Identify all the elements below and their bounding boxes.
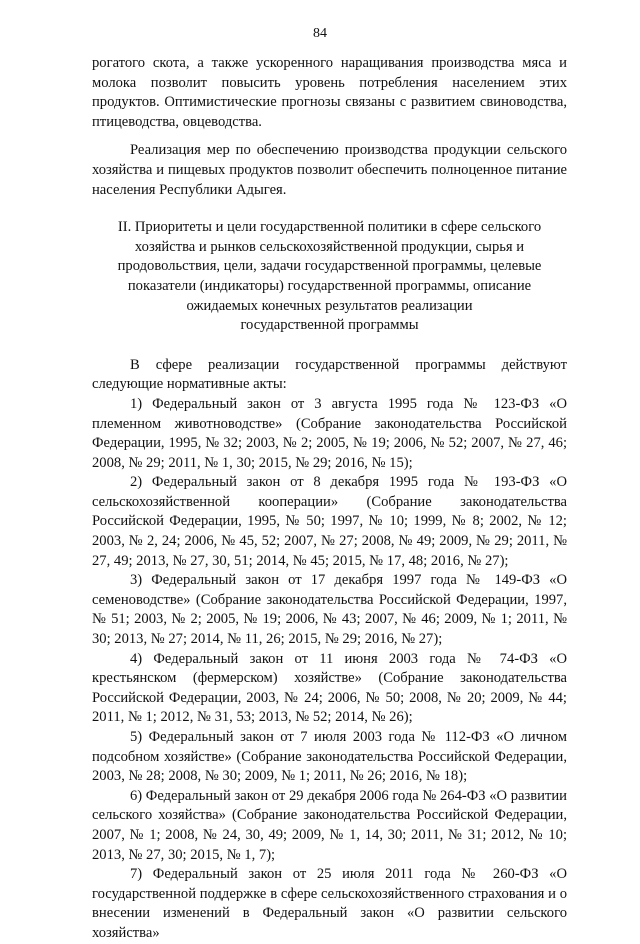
section-heading-line: II. Приоритеты и цели государственной политики в сфере сельского [117,219,542,236]
section-heading-line: хозяйства и рынков сельскохозяйственной продукции, сырья и [134,238,525,255]
list-item: 5) Федеральный закон от 7 июля 2003 года № 112-ФЗ «О личном подсобном хозяйстве» (Собрание законодательства Российской Федерации, 2003, № 28; 2008, № 30; 2009, № 1; 2011, № 26; 2016, № 18); [92,729,567,785]
list-item: 6) Федеральный закон от 29 декабря 2006 года № 264-ФЗ «О развитии сельского хозяйства» (Собрание законодательства Российской Федерации, 2007, № 1; 2008, № 24, 30, 49; 2009, № 1, 14, 30; 2011, № 31; 2012, № 10; 2013, № 27, 30; 2015, № 1, 7); [92,787,567,863]
list-item: 1) Федеральный закон от 3 августа 1995 года № 123-ФЗ «О племенном животноводстве» (Собрание законодательства Российской Федерации, 1995, № 32; 2003, № 2; 2005, № 19; 2006, № 52; 2007, № 27, 46; 2008, № 29; 2011, № 1, 30; 2015, № 29; 2016, № 15); [92,395,567,471]
document-body [92,54,567,944]
list-item: 7) Федеральный закон от 25 июля 2011 года № 260-ФЗ «О государственной поддержке в сфере сельскохозяйственного страхования и о внесении изменений в Федеральный закон «О развитии сельского хозяйства» [92,866,567,941]
list-item: 2) Федеральный закон от 8 декабря 1995 года № 193-ФЗ «О сельскохозяйственной кооперации» (Собрание законодательства Российской Федерации, 1995, № 50; 1997, № 10; 1999, № 8; 2002, № 12; 2003, № 2, 24; 2006, № 45, 52; 2007, № 27; 2008, № 49; 2009, № 29; 2011, № 27, 49; 2013, № 27, 30, 51; 2014, № 45; 2015, № 17, 48; 2016, № 27); [92,474,567,569]
section-heading-line: показатели (индикаторы) государственной программы, описание [127,277,532,294]
section-heading-line: продовольствия, цели, задачи государственной программы, целевые [117,258,542,275]
section-heading-line: государственной программы [240,317,419,334]
section-heading-line: ожидаемых конечных результатов реализации [186,297,473,314]
intro-paragraph: рогатого скота, а также ускоренного наращивания производства мяса и молока позволит повысить уровень потребления населением этих продуктов. Оптимистические прогнозы связаны с развитием свиноводства, птицеводства, овцеводства. [92,55,567,130]
list-item: 4) Федеральный закон от 11 июня 2003 года № 74-ФЗ «О крестьянском (фермерском) хозяйстве» (Собрание законодательства Российской Федерации, 2003, № 24; 2006, № 50; 2008, № 20; 2009, № 44; 2011, № 1; 2012, № 31, 53; 2013, № 52; 2014, № 26); [92,650,567,726]
intro-paragraph: Реализация мер по обеспечению производства продукции сельского хозяйства и пищевых продуктов позволит обеспечить полноценное питание населения Республики Адыгея. [92,142,567,198]
list-intro: В сфере реализации государственной программы действуют следующие нормативные акты: [92,356,567,393]
page-number: 84 [313,26,327,41]
section-heading [92,218,567,336]
list-item: 3) Федеральный закон от 17 декабря 1997 года № 149-ФЗ «О семеноводстве» (Собрание законодательства Российской Федерации, 1997, № 51; 2003, № 2; 2005, № 19; 2006, № 43; 2007, № 46; 2009, № 1; 2011, № 30; 2013, № 27; 2014, № 11, 26; 2015, № 29; 2016, № 27); [92,572,567,648]
